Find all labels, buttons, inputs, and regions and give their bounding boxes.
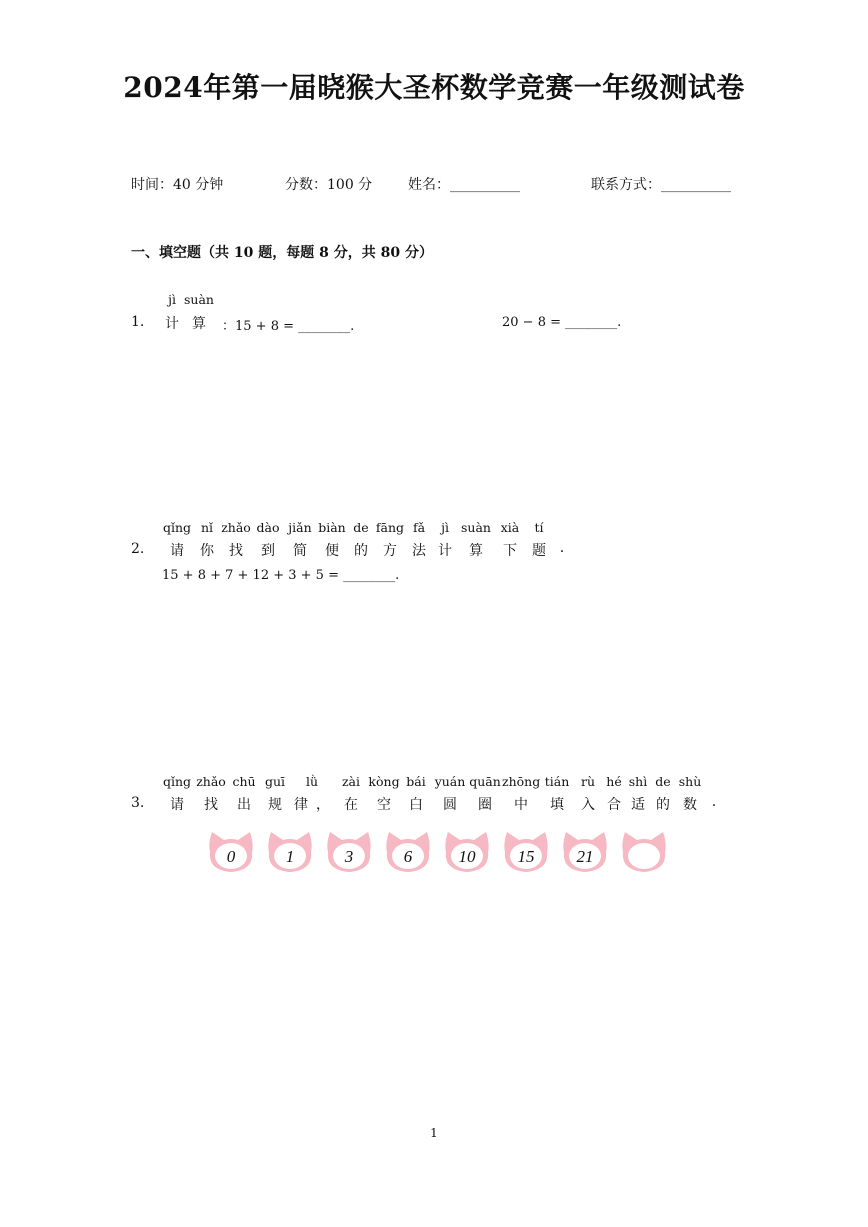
sequence-cat-faces [206,830,678,874]
q1-number: 1. [131,314,145,330]
cat-face-4 [383,830,433,874]
pinyin-syllable: biàn [318,520,346,535]
hanzi-char: 出 [237,797,251,813]
q2-number: 2. [131,541,145,557]
pinyin-syllable: quān [469,774,501,789]
hanzi-char: 法 [412,543,426,559]
section-heading: 一、填空题（共 10 题，每题 8 分，共 80 分） [131,245,433,261]
hanzi-char: 到 [261,543,275,559]
hanzi-char: 方 [383,543,397,559]
hanzi-char: 在 [344,797,358,813]
q3-number: 3. [131,795,145,811]
hanzi-char: 找 [229,543,243,559]
cat-face-3 [324,830,374,874]
pinyin-syllable: dào [256,520,280,535]
hanzi-char: 适 [631,797,645,813]
cat-face-icon [619,830,669,874]
hanzi-char: 算 [469,543,483,559]
cat-face-6 [501,830,551,874]
hanzi-char: 请 [170,797,184,813]
q2-hanzi [160,540,572,560]
hanzi-char: 算 [192,316,206,332]
hanzi-char: 计 [165,316,179,332]
hanzi-char: 题 [532,543,546,559]
q1-pinyin [160,292,214,307]
pinyin-syllable: nǐ [200,520,214,535]
pinyin-syllable: de [353,520,369,535]
hanzi-char: 空 [377,797,391,813]
sequence-value: 21 [576,847,594,866]
info-score: 分数：100 分 [285,177,373,193]
hanzi-char: . [711,794,717,810]
cat-face-8 [619,830,669,874]
pinyin-syllable: de [655,774,671,789]
pinyin-syllable: shì [628,774,648,789]
pinyin-syllable: chū [232,774,256,789]
hanzi-char: 合 [607,797,621,813]
cat-face-7 [560,830,610,874]
pinyin-syllable: jiǎn [288,520,312,535]
sequence-value: 3 [344,847,354,866]
hanzi-char: 请 [170,543,184,559]
info-name: 姓名：__________ [408,177,520,193]
hanzi-char: 填 [550,797,564,813]
pinyin-syllable: fāng [375,520,405,535]
pinyin-syllable: tí [534,520,544,535]
hanzi-char: 计 [438,543,452,559]
q1-hanzi [160,313,214,333]
q1-expression-a: ：15 + 8 = ________. [222,319,355,334]
pinyin-syllable: suàn [184,292,214,307]
q2-expression: 15 + 8 + 7 + 12 + 3 + 5 = ________. [162,568,400,583]
pinyin-syllable: tián [544,774,570,789]
hanzi-char: 中 [514,797,528,813]
cat-face-1 [206,830,256,874]
page-number: 1 [430,1126,438,1140]
pinyin-syllable: shù [678,774,702,789]
info-contact: 联系方式：__________ [591,177,731,193]
pinyin-syllable: fǎ [412,520,426,535]
sequence-value: 0 [226,847,236,866]
q2-pinyin [160,520,552,535]
sequence-value: 15 [517,847,535,866]
page-title: 2024年第一届晓猴大圣杯数学竞赛一年级测试卷 [123,71,745,104]
pinyin-syllable: yuán [434,774,466,789]
hanzi-char: 律 [294,797,308,813]
hanzi-char: 下 [503,543,517,559]
pinyin-syllable: guī [264,774,286,789]
sequence-value: 10 [458,847,476,866]
hanzi-char: 圈 [478,797,492,813]
pinyin-syllable: suàn [461,520,491,535]
hanzi-char: 的 [656,797,670,813]
pinyin-syllable: bái [406,774,426,789]
pinyin-syllable: jì [441,520,449,535]
pinyin-syllable: zhōng [502,774,541,789]
info-time: 时间：40 分钟 [131,177,224,193]
hanzi-char: 白 [409,797,423,813]
hanzi-char: 你 [200,543,214,559]
hanzi-char: 找 [204,797,218,813]
cat-face-5 [442,830,492,874]
pinyin-syllable: zài [341,774,361,789]
hanzi-char: ， [316,797,330,813]
hanzi-char: 数 [683,797,697,813]
pinyin-syllable: hé [606,774,622,789]
pinyin-syllable: lǜ [305,774,319,789]
pinyin-syllable: jì [168,292,176,307]
sequence-value: 6 [403,847,413,866]
q3-pinyin [160,774,704,789]
pinyin-syllable: kòng [368,774,400,789]
pinyin-syllable: xià [500,520,520,535]
hanzi-char: 简 [293,543,307,559]
hanzi-char: 便 [325,543,339,559]
hanzi-char: 的 [354,543,368,559]
pinyin-syllable: qǐng [162,774,192,789]
cat-face-2 [265,830,315,874]
q1-expression-b: 20 − 8 = ________. [502,315,622,330]
pinyin-syllable: zhǎo [196,774,226,789]
hanzi-char: . [559,540,565,556]
pinyin-syllable: rù [580,774,596,789]
hanzi-char: 圆 [443,797,457,813]
sequence-value: 1 [285,847,295,866]
pinyin-syllable: zhǎo [221,520,251,535]
pinyin-syllable: qǐng [162,520,192,535]
hanzi-char: 规 [268,797,282,813]
hanzi-char: 入 [581,797,595,813]
q3-hanzi [160,794,724,814]
